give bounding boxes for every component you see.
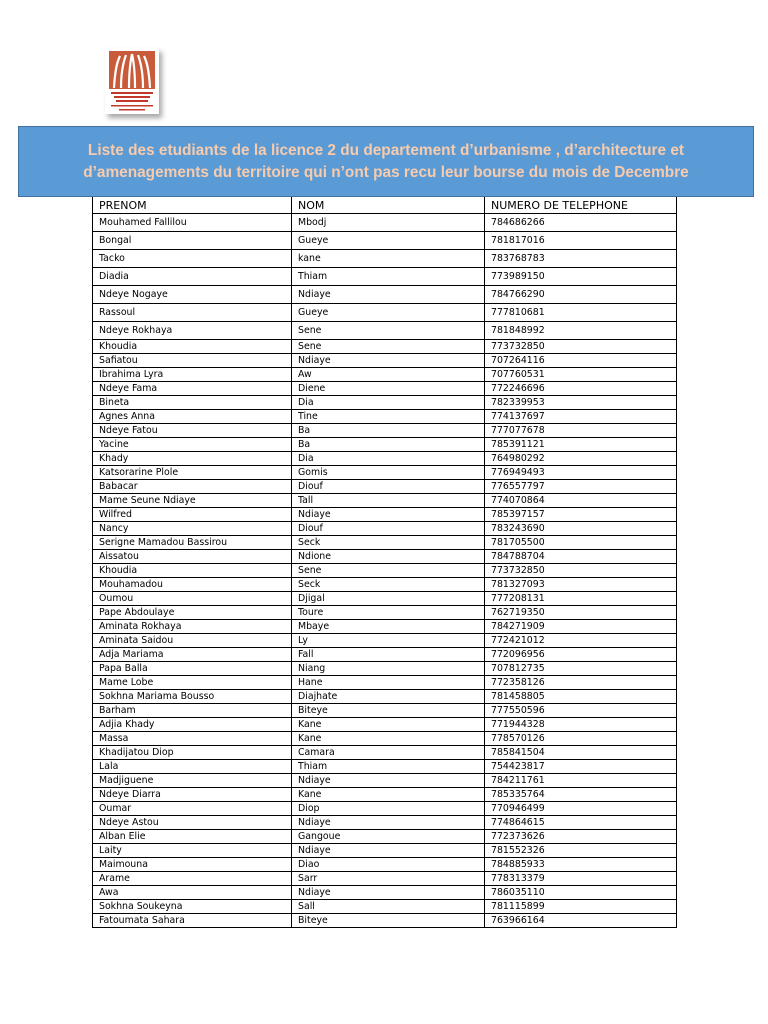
cell-telephone: 781458805 (485, 690, 677, 704)
cell-nom: Thiam (292, 760, 485, 774)
cell-nom: Dia (292, 396, 485, 410)
cell-telephone: 772096956 (485, 648, 677, 662)
cell-telephone: 784885933 (485, 858, 677, 872)
cell-prenom: Maimouna (93, 858, 292, 872)
cell-prenom: Diadia (93, 268, 292, 286)
table-row (93, 508, 677, 522)
cell-nom: Gueye (292, 304, 485, 322)
cell-nom: Biteye (292, 704, 485, 718)
cell-telephone: 785335764 (485, 788, 677, 802)
cell-telephone: 781817016 (485, 232, 677, 250)
cell-nom: Kane (292, 732, 485, 746)
cell-prenom: Bongal (93, 232, 292, 250)
cell-telephone: 773989150 (485, 268, 677, 286)
table-row (93, 830, 677, 844)
cell-nom: Aw (292, 368, 485, 382)
cell-nom: Ba (292, 424, 485, 438)
cell-telephone: 783768783 (485, 250, 677, 268)
cell-prenom: Oumou (93, 592, 292, 606)
column-header-telephone: NUMERO DE TELEPHONE (485, 191, 677, 214)
cell-prenom: Katsorarine Plole (93, 466, 292, 480)
cell-prenom: Ndeye Fatou (93, 424, 292, 438)
table-row (93, 480, 677, 494)
cell-telephone: 777550596 (485, 704, 677, 718)
table-row (93, 564, 677, 578)
cell-telephone: 772358126 (485, 676, 677, 690)
cell-prenom: Sokhna Soukeyna (93, 900, 292, 914)
table-row (93, 872, 677, 886)
cell-telephone: 776949493 (485, 466, 677, 480)
document-title: Liste des etudiants de la licence 2 du departement d’urbanisme , d’architecture et d’amenagements du territoire qui n’ont pas recu leur bourse du mois de Decembre (83, 141, 689, 181)
cell-prenom: Khady (93, 452, 292, 466)
cell-nom: Ndiaye (292, 508, 485, 522)
cell-telephone: 763966164 (485, 914, 677, 928)
table-row (93, 774, 677, 788)
cell-nom: Diajhate (292, 690, 485, 704)
table-row (93, 368, 677, 382)
cell-prenom: Ndeye Rokhaya (93, 322, 292, 340)
cell-nom: Sene (292, 322, 485, 340)
cell-telephone: 772421012 (485, 634, 677, 648)
cell-prenom: Aminata Saidou (93, 634, 292, 648)
cell-prenom: Yacine (93, 438, 292, 452)
cell-nom: Ndiaye (292, 844, 485, 858)
cell-nom: Sall (292, 900, 485, 914)
table-row (93, 844, 677, 858)
cell-prenom: Khadijatou Diop (93, 746, 292, 760)
cell-nom: Ndiaye (292, 354, 485, 368)
cell-prenom: Madjiguene (93, 774, 292, 788)
cell-telephone: 778313379 (485, 872, 677, 886)
cell-telephone: 754423817 (485, 760, 677, 774)
cell-prenom: Khoudia (93, 340, 292, 354)
cell-nom: Ly (292, 634, 485, 648)
cell-nom: Diene (292, 382, 485, 396)
cell-prenom: Tacko (93, 250, 292, 268)
cell-nom: Diouf (292, 522, 485, 536)
table-row (93, 816, 677, 830)
table-row (93, 304, 677, 322)
table-row (93, 438, 677, 452)
cell-prenom: Massa (93, 732, 292, 746)
cell-telephone: 772373626 (485, 830, 677, 844)
table-row (93, 382, 677, 396)
table-row (93, 536, 677, 550)
cell-prenom: Mame Lobe (93, 676, 292, 690)
cell-prenom: Ndeye Nogaye (93, 286, 292, 304)
cell-nom: Niang (292, 662, 485, 676)
cell-prenom: Mouhamadou (93, 578, 292, 592)
cell-telephone: 772246696 (485, 382, 677, 396)
cell-prenom: Adja Mariama (93, 648, 292, 662)
cell-telephone: 781705500 (485, 536, 677, 550)
column-header-prenom: PRENOM (93, 191, 292, 214)
cell-nom: Toure (292, 606, 485, 620)
cell-nom: Thiam (292, 268, 485, 286)
cell-prenom: Lala (93, 760, 292, 774)
table-row (93, 354, 677, 368)
table-row (93, 466, 677, 480)
cell-prenom: Ndeye Astou (93, 816, 292, 830)
cell-telephone: 784686266 (485, 214, 677, 232)
cell-nom: Hane (292, 676, 485, 690)
cell-nom: Gangoue (292, 830, 485, 844)
university-logo-icon (105, 48, 159, 114)
cell-nom: Camara (292, 746, 485, 760)
cell-prenom: Agnes Anna (93, 410, 292, 424)
cell-prenom: Laity (93, 844, 292, 858)
table-row (93, 550, 677, 564)
table-row (93, 900, 677, 914)
cell-telephone: 778570126 (485, 732, 677, 746)
cell-nom: Ndiaye (292, 286, 485, 304)
cell-telephone: 777208131 (485, 592, 677, 606)
cell-nom: Kane (292, 718, 485, 732)
cell-nom: Ndiaye (292, 774, 485, 788)
cell-telephone: 771944328 (485, 718, 677, 732)
cell-nom: Ndione (292, 550, 485, 564)
cell-prenom: Awa (93, 886, 292, 900)
cell-prenom: Alban Elie (93, 830, 292, 844)
cell-telephone: 783243690 (485, 522, 677, 536)
table-row (93, 424, 677, 438)
cell-prenom: Ndeye Fama (93, 382, 292, 396)
students-table (92, 190, 677, 928)
cell-nom: Sene (292, 564, 485, 578)
cell-telephone: 777077678 (485, 424, 677, 438)
table-row (93, 732, 677, 746)
table-row (93, 746, 677, 760)
table-row (93, 578, 677, 592)
cell-prenom: Sokhna Mariama Bousso (93, 690, 292, 704)
cell-telephone: 764980292 (485, 452, 677, 466)
cell-prenom: Mouhamed Fallilou (93, 214, 292, 232)
cell-prenom: Ndeye Diarra (93, 788, 292, 802)
cell-telephone: 707812735 (485, 662, 677, 676)
table-row (93, 718, 677, 732)
cell-telephone: 781552326 (485, 844, 677, 858)
cell-prenom: Wilfred (93, 508, 292, 522)
cell-telephone: 786035110 (485, 886, 677, 900)
cell-nom: kane (292, 250, 485, 268)
cell-prenom: Khoudia (93, 564, 292, 578)
cell-nom: Diao (292, 858, 485, 872)
table-row (93, 494, 677, 508)
cell-telephone: 784788704 (485, 550, 677, 564)
table-row (93, 886, 677, 900)
cell-nom: Mbaye (292, 620, 485, 634)
cell-nom: Seck (292, 578, 485, 592)
cell-telephone: 784211761 (485, 774, 677, 788)
cell-prenom: Safiatou (93, 354, 292, 368)
cell-prenom: Pape Abdoulaye (93, 606, 292, 620)
cell-prenom: Mame Seune Ndiaye (93, 494, 292, 508)
column-header-nom: NOM (292, 191, 485, 214)
cell-nom: Tine (292, 410, 485, 424)
table-row (93, 286, 677, 304)
cell-nom: Biteye (292, 914, 485, 928)
cell-telephone: 781848992 (485, 322, 677, 340)
cell-nom: Diop (292, 802, 485, 816)
cell-prenom: Barham (93, 704, 292, 718)
cell-telephone: 785397157 (485, 508, 677, 522)
cell-prenom: Papa Balla (93, 662, 292, 676)
table-row (93, 914, 677, 928)
title-banner (18, 126, 754, 197)
table-row (93, 760, 677, 774)
cell-prenom: Fatoumata Sahara (93, 914, 292, 928)
cell-prenom: Oumar (93, 802, 292, 816)
cell-telephone: 785391121 (485, 438, 677, 452)
cell-telephone: 781115899 (485, 900, 677, 914)
cell-nom: Gueye (292, 232, 485, 250)
cell-nom: Tall (292, 494, 485, 508)
table-row (93, 802, 677, 816)
cell-nom: Ndiaye (292, 886, 485, 900)
table-row (93, 620, 677, 634)
cell-telephone: 770946499 (485, 802, 677, 816)
table-row (93, 788, 677, 802)
university-logo (105, 48, 159, 114)
cell-telephone: 762719350 (485, 606, 677, 620)
cell-telephone: 776557797 (485, 480, 677, 494)
table-row (93, 232, 677, 250)
cell-telephone: 774864615 (485, 816, 677, 830)
table-row (93, 634, 677, 648)
table-row (93, 592, 677, 606)
table-row (93, 452, 677, 466)
table-row (93, 858, 677, 872)
table-row (93, 322, 677, 340)
cell-nom: Gomis (292, 466, 485, 480)
cell-nom: Ba (292, 438, 485, 452)
cell-prenom: Babacar (93, 480, 292, 494)
table-row (93, 250, 677, 268)
table-row (93, 690, 677, 704)
table-row (93, 268, 677, 286)
table-row (93, 704, 677, 718)
table-row (93, 606, 677, 620)
table-row (93, 648, 677, 662)
cell-telephone: 784766290 (485, 286, 677, 304)
cell-telephone: 777810681 (485, 304, 677, 322)
cell-telephone: 707264116 (485, 354, 677, 368)
cell-nom: Sarr (292, 872, 485, 886)
cell-prenom: Adjia Khady (93, 718, 292, 732)
cell-nom: Seck (292, 536, 485, 550)
table-body (93, 214, 677, 928)
cell-nom: Kane (292, 788, 485, 802)
cell-telephone: 774137697 (485, 410, 677, 424)
cell-prenom: Serigne Mamadou Bassirou (93, 536, 292, 550)
cell-nom: Dia (292, 452, 485, 466)
cell-nom: Djigal (292, 592, 485, 606)
cell-telephone: 782339953 (485, 396, 677, 410)
table-row (93, 410, 677, 424)
cell-telephone: 785841504 (485, 746, 677, 760)
cell-prenom: Aissatou (93, 550, 292, 564)
cell-nom: Ndiaye (292, 816, 485, 830)
cell-nom: Diouf (292, 480, 485, 494)
cell-telephone: 781327093 (485, 578, 677, 592)
cell-prenom: Arame (93, 872, 292, 886)
cell-prenom: Aminata Rokhaya (93, 620, 292, 634)
cell-nom: Mbodj (292, 214, 485, 232)
cell-telephone: 774070864 (485, 494, 677, 508)
cell-telephone: 773732850 (485, 340, 677, 354)
cell-prenom: Ibrahima Lyra (93, 368, 292, 382)
cell-nom: Sene (292, 340, 485, 354)
cell-nom: Fall (292, 648, 485, 662)
cell-prenom: Rassoul (93, 304, 292, 322)
table-row (93, 522, 677, 536)
table-row (93, 214, 677, 232)
table-row (93, 340, 677, 354)
cell-prenom: Nancy (93, 522, 292, 536)
table-row (93, 396, 677, 410)
cell-telephone: 773732850 (485, 564, 677, 578)
cell-telephone: 707760531 (485, 368, 677, 382)
cell-telephone: 784271909 (485, 620, 677, 634)
table-row (93, 662, 677, 676)
cell-prenom: Bineta (93, 396, 292, 410)
table-row (93, 676, 677, 690)
